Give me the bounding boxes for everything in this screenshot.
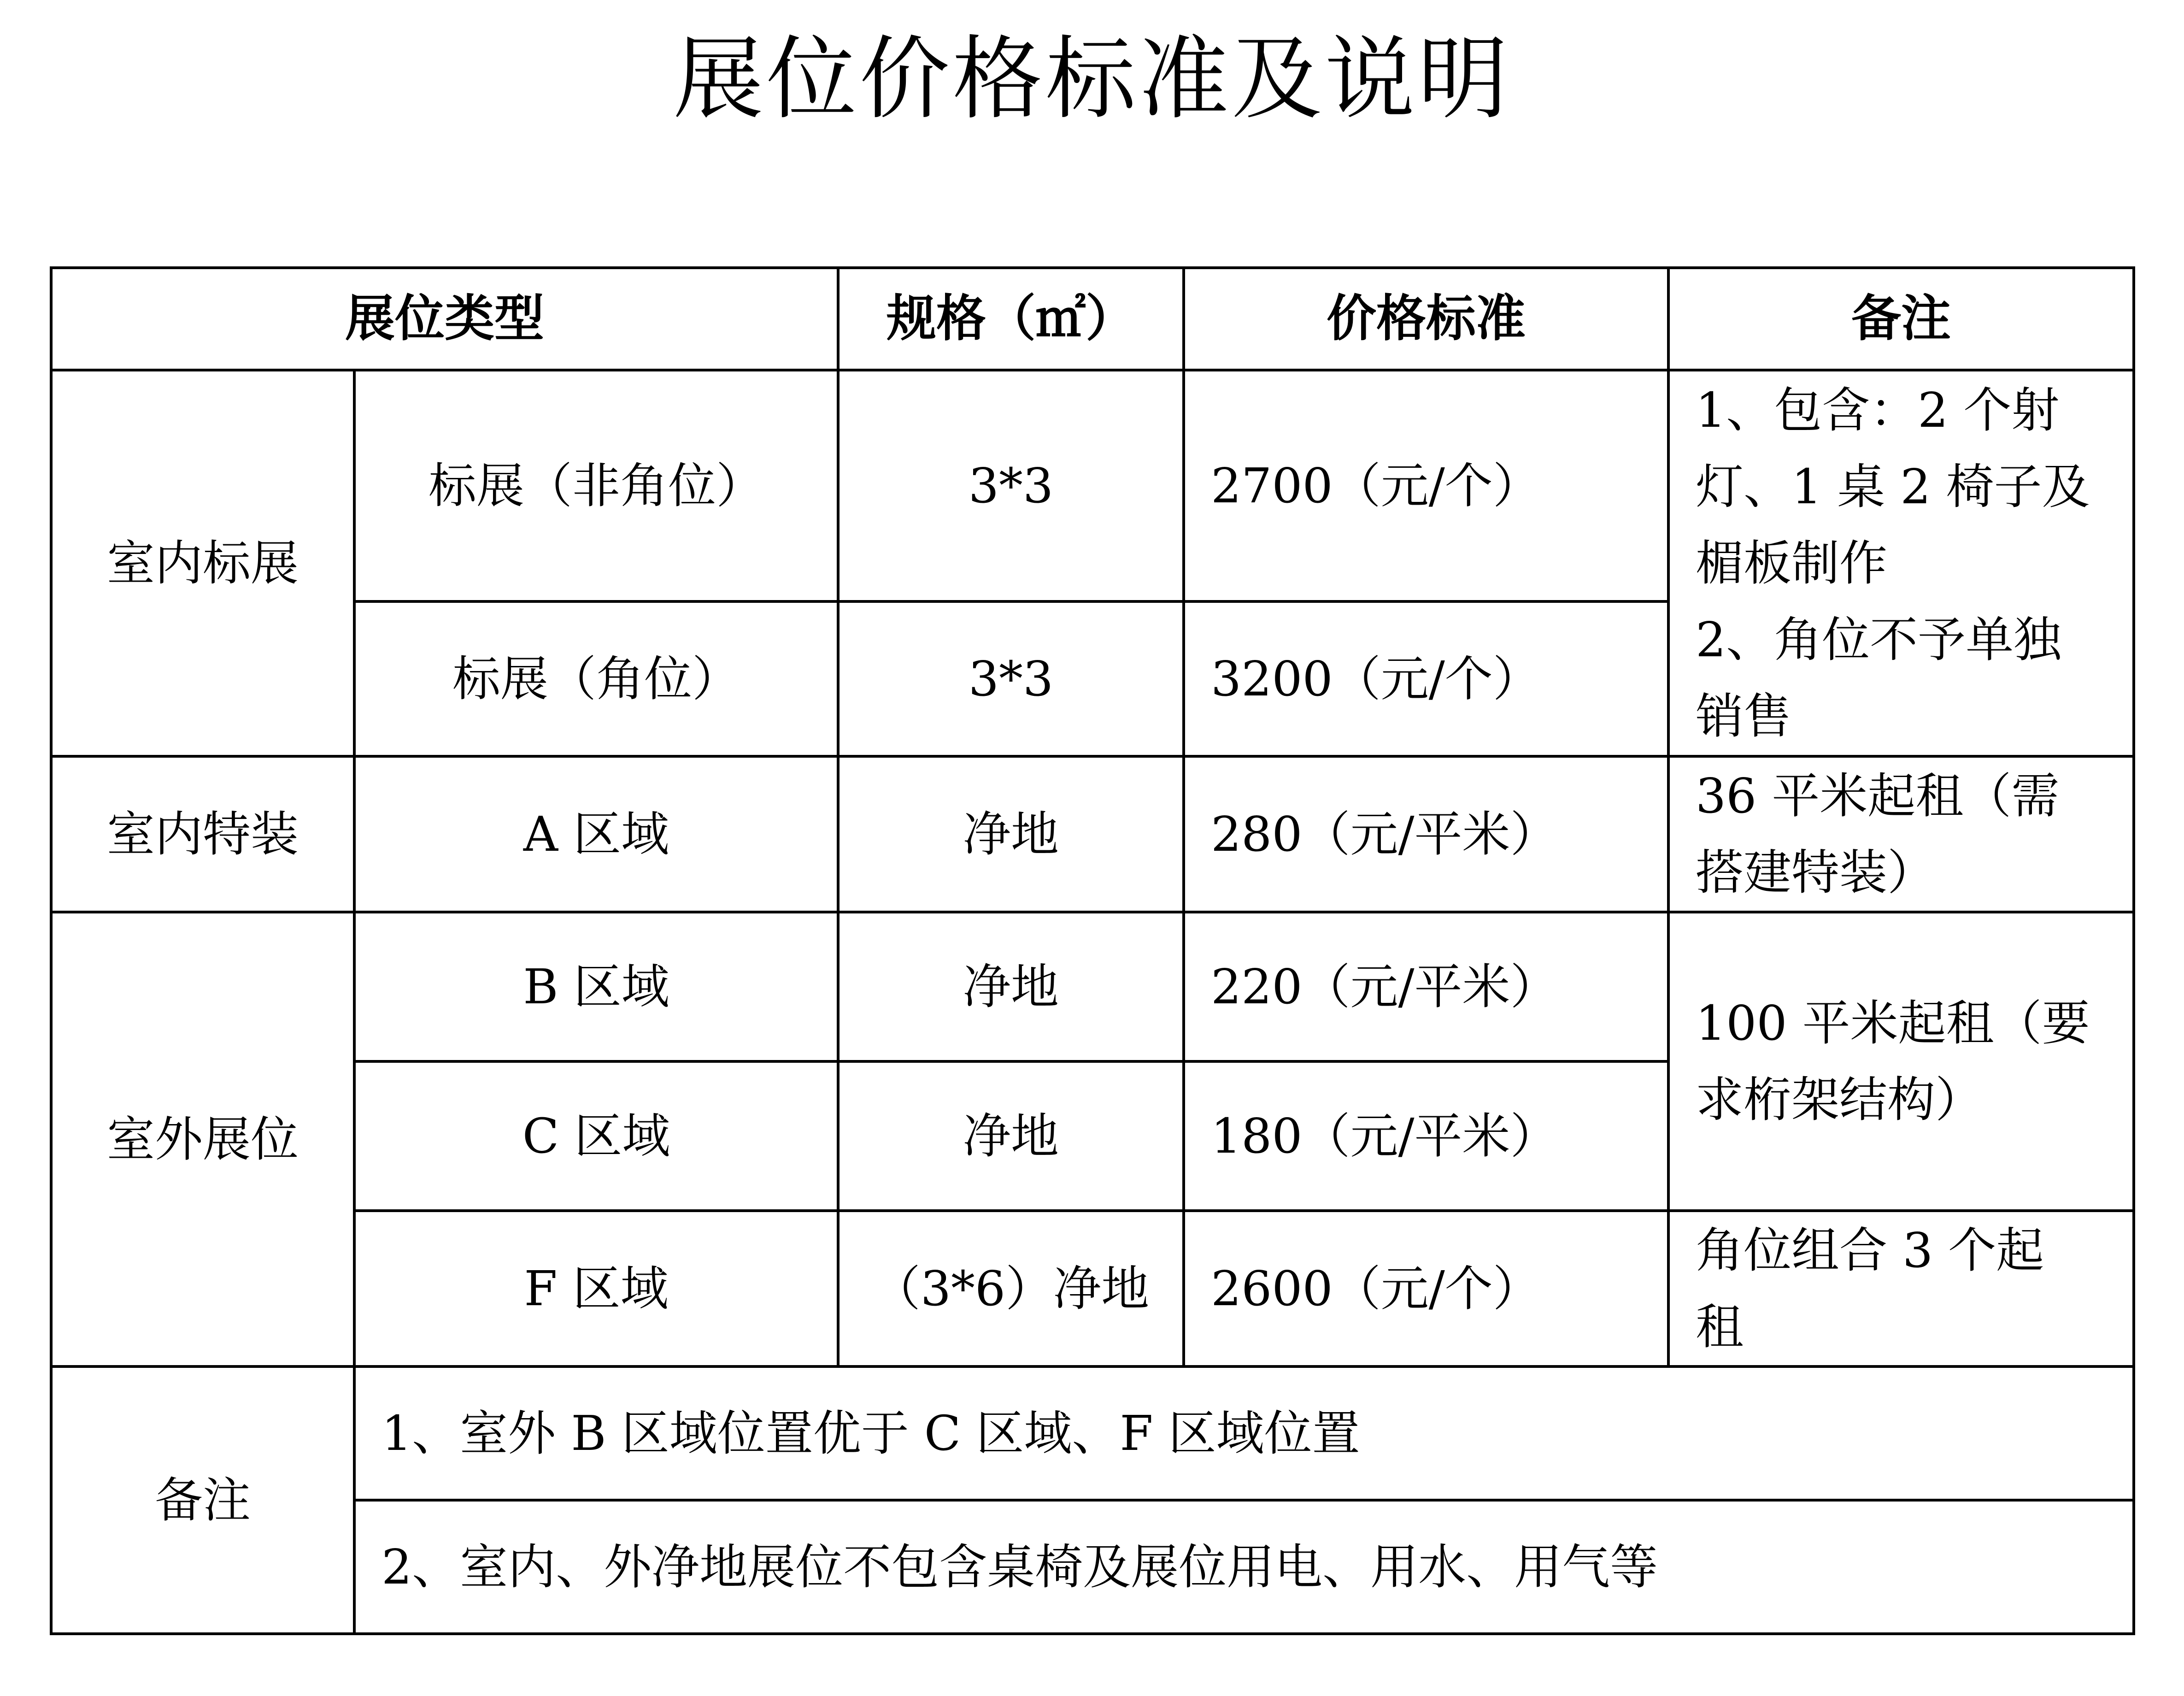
row-price: 220（元/平米） <box>1184 912 1668 1061</box>
header-spec: 规格（㎡） <box>838 268 1184 370</box>
table-row <box>51 756 2134 912</box>
group-indoor-special: 室内特装 <box>51 756 354 912</box>
row-spec: 净地 <box>838 912 1184 1061</box>
header-remark: 备注 <box>1668 268 2134 370</box>
price-table <box>50 266 2135 1635</box>
table-header-row <box>51 268 2134 370</box>
table-row <box>51 1500 2134 1634</box>
remark-special: 36 平米起租（需 搭建特装） <box>1668 756 2134 912</box>
table-row <box>51 1366 2134 1500</box>
table-row <box>51 1211 2134 1366</box>
row-price: 2700（元/个） <box>1184 370 1668 601</box>
header-price: 价格标准 <box>1184 268 1668 370</box>
row-sub: B 区域 <box>354 912 838 1061</box>
note-item: 1、室外 B 区域位置优于 C 区域、F 区域位置 <box>354 1366 2134 1500</box>
row-sub: C 区域 <box>354 1061 838 1211</box>
page-title: 展位价格标准及说明 <box>673 27 1511 132</box>
group-outdoor: 室外展位 <box>51 912 354 1366</box>
row-sub: F 区域 <box>354 1211 838 1366</box>
row-spec: 净地 <box>838 1061 1184 1211</box>
row-price: 3200（元/个） <box>1184 601 1668 756</box>
row-spec: 净地 <box>838 756 1184 912</box>
table-row <box>51 912 2134 1061</box>
row-spec: 3*3 <box>838 370 1184 601</box>
row-sub: A 区域 <box>354 756 838 912</box>
row-sub: 标展（非角位） <box>354 370 838 601</box>
group-indoor-standard: 室内标展 <box>51 370 354 756</box>
remark-standard: 1、包含：2 个射 灯、1 桌 2 椅子及 楣板制作 2、角位不予单独 销售 <box>1668 370 2134 756</box>
row-price: 2600（元/个） <box>1184 1211 1668 1366</box>
header-type: 展位类型 <box>51 268 838 370</box>
row-spec: 3*3 <box>838 601 1184 756</box>
note-item: 2、室内、外净地展位不包含桌椅及展位用电、用水、用气等 <box>354 1500 2134 1634</box>
row-price: 180（元/平米） <box>1184 1061 1668 1211</box>
remark-outdoor-f: 角位组合 3 个起 租 <box>1668 1211 2134 1366</box>
remark-outdoor-bc: 100 平米起租（要 求桁架结构） <box>1668 912 2134 1211</box>
row-spec: （3*6）净地 <box>838 1211 1184 1366</box>
group-notes: 备注 <box>51 1366 354 1634</box>
table-row <box>51 370 2134 601</box>
row-sub: 标展（角位） <box>354 601 838 756</box>
row-price: 280（元/平米） <box>1184 756 1668 912</box>
